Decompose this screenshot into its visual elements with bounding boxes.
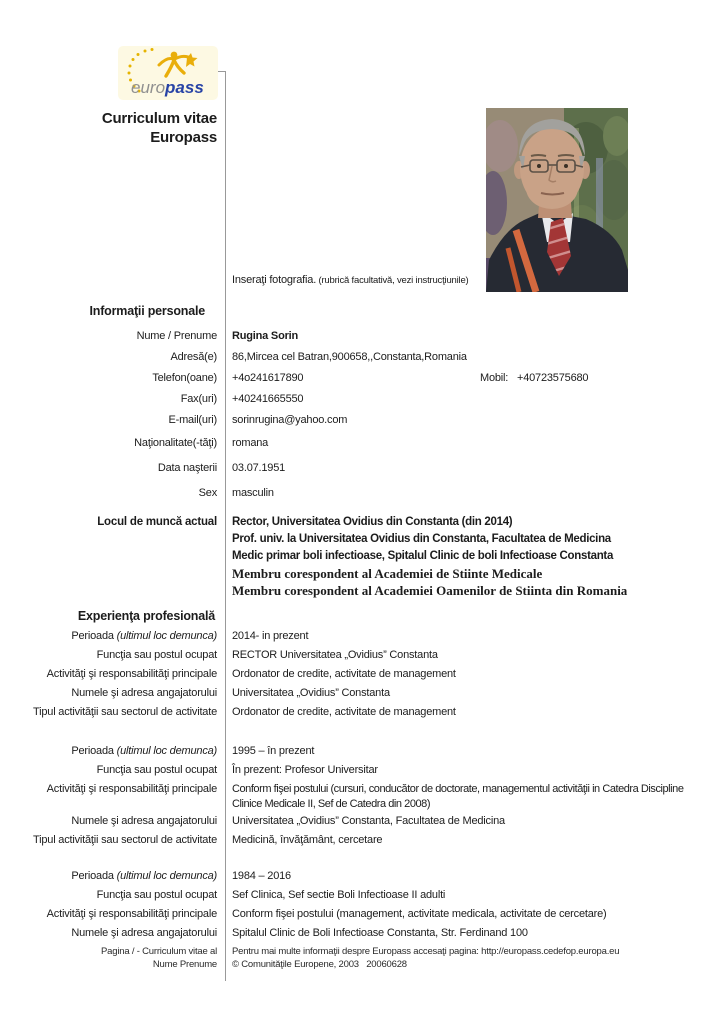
position-value: Sef Clinica, Sef sectie Boli Infectioase II adulti (232, 889, 446, 901)
email-value: sorinrugina@yahoo.com (232, 414, 348, 426)
row-period (0, 627, 724, 646)
employer-value: Spitalul Clinic de Boli Infectioase Constanta, Str. Ferdinand 100 (232, 927, 528, 939)
position-value: RECTOR Universitatea „Ovidius” Constanta (232, 649, 438, 661)
section-experience (0, 609, 724, 624)
employer-label: Numele şi adresa angajatorului (71, 815, 217, 827)
row-position (0, 761, 724, 780)
footer-europass-url: Pentru mai multe informaţii despre Europass accesaţi pagina: http://europass.cedefop.europa.eu (232, 946, 620, 957)
europass-logo (118, 46, 226, 100)
position-value: În prezent: Profesor Universitar (232, 764, 378, 776)
activities-value: Ordonator de credite, activitate de management (232, 668, 456, 680)
profile-photo (486, 108, 628, 292)
logo-text-pass: pass (165, 78, 204, 97)
personal-info-title: Informaţii personale (89, 304, 205, 318)
personal-info-rows (0, 327, 724, 432)
page-footer (0, 944, 724, 971)
photo-note-sub: (rubrică facultativă, vezi instrucţiunile) (316, 275, 469, 286)
employer-value: Universitatea „Ovidius” Constanta (232, 687, 390, 699)
sector-label: Tipul activităţii sau sectorul de activitate (33, 834, 217, 846)
fax-value: +40241665550 (232, 393, 304, 405)
workplace-label: Locul de muncă actual (97, 516, 217, 528)
nationality-value: romana (232, 437, 269, 449)
birthdate-label: Data naşterii (157, 462, 217, 474)
document-title-line2: Europass (150, 129, 217, 146)
birthdate-value: 03.07.1951 (232, 462, 286, 474)
period-note: (ultimul loc demunca) (116, 630, 217, 642)
row-activities (0, 665, 724, 684)
activities-value: Conform fişei postului (management, activitate medicala, activitate de cercetare) (232, 908, 607, 920)
row-period (0, 867, 724, 886)
activities-label: Activităţi şi responsabilităţi principale (46, 668, 217, 680)
row-position (0, 886, 724, 905)
period-note: (ultimul loc demunca) (116, 870, 217, 882)
footer-left (0, 944, 225, 971)
row-position (0, 646, 724, 665)
row-employer (0, 812, 724, 831)
photo-note-main: Inseraţi fotografia. (232, 274, 317, 286)
name-label: Nume / Prenume (136, 330, 217, 342)
row-name (0, 327, 724, 348)
workplace-line: Medic primar boli infectioase, Spitalul Clinic de boli Infectioase Constanta (232, 550, 614, 562)
row-employer (0, 684, 724, 703)
workplace-line: Rector, Universitatea Ovidius din Constanta (din 2014) (232, 516, 513, 528)
row-birthdate (0, 459, 724, 484)
period-label: Perioada (71, 630, 114, 642)
period-value: 2014- in prezent (232, 630, 309, 642)
row-fax (0, 390, 724, 411)
nationality-label: Naţionalitate(-tăţi) (134, 437, 217, 449)
employer-label: Numele şi adresa angajatorului (71, 927, 217, 939)
row-employer (0, 924, 724, 943)
document-title-line1: Curriculum vitae (101, 110, 217, 127)
row-sector (0, 831, 724, 850)
position-label: Funcţia sau postul ocupat (96, 764, 217, 776)
row-sector (0, 703, 724, 722)
period-value: 1995 – în prezent (232, 745, 315, 757)
address-value: 86,Mircea cel Batran,900658,,Constanta,Romania (232, 351, 467, 363)
svg-text:europass (131, 78, 204, 97)
job-block-2 (0, 742, 724, 850)
position-label: Funcţia sau postul ocupat (96, 889, 217, 901)
row-nationality (0, 434, 724, 459)
phone-number: +4o241617890 (232, 372, 304, 384)
fax-label: Fax(uri) (180, 393, 217, 405)
section-personal-info (0, 304, 724, 319)
footer-left-line1: Pagina / - Curriculum vitae al (101, 946, 217, 957)
email-label: E-mail(uri) (168, 414, 217, 426)
workplace-line: Membru corespondent al Academiei de Stiinte Medicale (232, 566, 543, 581)
sex-value: masculin (232, 487, 274, 499)
activities-value: Conform fişei postului (cursuri, conducător de doctorate, managementul activităţii in Catedra Discipline Clinice Medicale II, Sef de Catedra din 2008) (232, 783, 684, 810)
footer-right (225, 944, 724, 971)
address-label: Adresă(e) (170, 351, 217, 363)
footer-left-line2: Nume Prenume (152, 958, 217, 970)
row-phone (0, 369, 724, 390)
name-value: Rugina Sorin (232, 330, 299, 342)
job-block-3 (0, 867, 724, 943)
row-current-workplace (0, 511, 724, 599)
row-address (0, 348, 724, 369)
sector-value: Medicină, învăţământ, cercetare (232, 834, 383, 846)
experience-title: Experienţa profesională (77, 609, 215, 623)
photo-instruction-note (232, 274, 532, 286)
period-value: 1984 – 2016 (232, 870, 291, 882)
activities-label: Activităţi şi responsabilităţi principale (46, 908, 217, 920)
period-label: Perioada (71, 745, 114, 757)
row-activities (0, 905, 724, 924)
phone-value (225, 369, 724, 390)
europass-logo-graphic (118, 46, 226, 100)
personal-extra-rows (0, 434, 724, 509)
period-note: (ultimul loc demunca) (116, 745, 217, 757)
logo-text-euro: euro (131, 78, 166, 97)
workplace-line: Membru corespondent al Academiei Oamenilor de Stiinta din Romania (232, 583, 628, 598)
mobile-number: +40723575680 (517, 372, 589, 384)
sector-value: Ordonator de credite, activitate de management (232, 706, 456, 718)
period-label: Perioada (71, 870, 114, 882)
position-label: Funcţia sau postul ocupat (96, 649, 217, 661)
row-sex (0, 484, 724, 509)
activities-label: Activităţi şi responsabilităţi principale (46, 783, 217, 795)
employer-label: Numele şi adresa angajatorului (71, 687, 217, 699)
employer-value: Universitatea „Ovidius” Constanta, Facultatea de Medicina (232, 815, 505, 827)
mobile-label: Mobil: (480, 372, 509, 384)
sex-label: Sex (198, 487, 217, 499)
job-block-1 (0, 627, 724, 722)
row-period (0, 742, 724, 761)
row-email (0, 411, 724, 432)
document-title (0, 109, 217, 147)
phone-label: Telefon(oane) (152, 372, 217, 384)
workplace-line: Prof. univ. la Universitatea Ovidius din Constanta, Facultatea de Medicina (232, 533, 611, 545)
footer-copyright: © Comunităţile Europene, 2003 20060628 (232, 958, 407, 970)
sector-label: Tipul activităţii sau sectorul de activitate (33, 706, 217, 718)
row-activities (0, 780, 724, 812)
workplace-value (225, 511, 724, 599)
